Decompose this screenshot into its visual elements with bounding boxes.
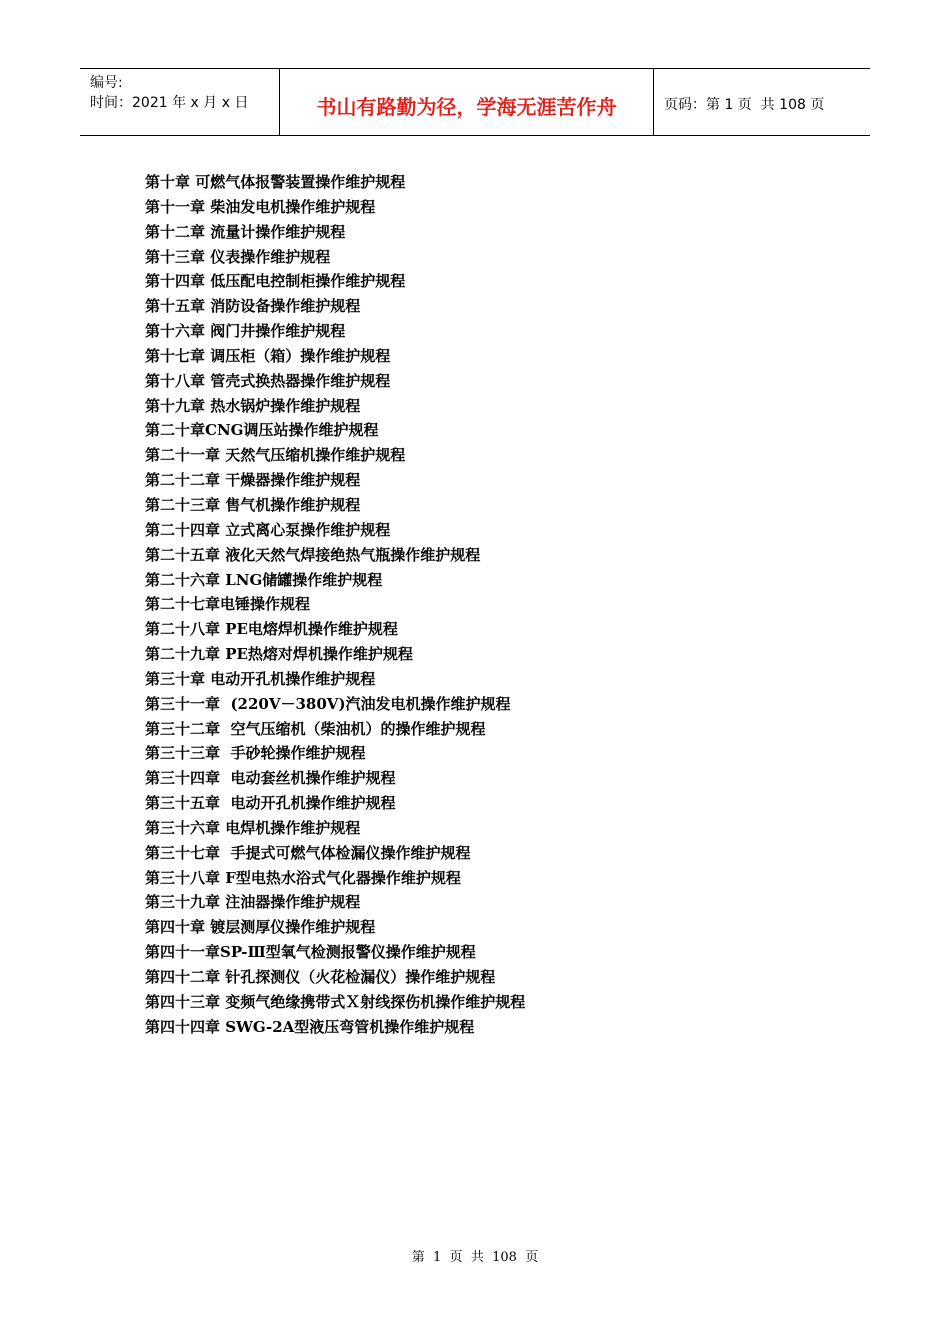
page-header xyxy=(80,68,870,136)
header-page-number: 页码：第 1 页 共 108 页 xyxy=(664,97,825,113)
toc-entry: 第二十九章 PE热熔对焊机操作维护规程 xyxy=(145,645,413,664)
document-date: 时间：2021 年 x 月 x 日 xyxy=(90,95,249,111)
page-footer: 第 1 页 共 108 页 xyxy=(411,1250,539,1265)
toc-entry: 第三十五章 电动开孔机操作维护规程 xyxy=(145,794,396,813)
toc-entry: 第二十三章 售气机操作维护规程 xyxy=(145,495,361,514)
toc-entry: 第二十七章电锤操作规程 xyxy=(145,595,311,614)
toc-entry: 第十一章 柴油发电机操作维护规程 xyxy=(145,197,376,216)
toc-entry: 第三十章 电动开孔机操作维护规程 xyxy=(145,669,376,688)
toc-entry: 第二十二章 干燥器操作维护规程 xyxy=(145,471,361,490)
header-motto: 书山有路勤为径，学海无涯苦作舟 xyxy=(280,69,654,135)
toc-entry: 第四十四章 SWG-2A型液压弯管机操作维护规程 xyxy=(145,1017,475,1036)
toc-entry: 第三十一章 (220V－380V)汽油发电机操作维护规程 xyxy=(145,694,511,713)
header-page-info xyxy=(664,69,870,135)
toc-entry: 第二十章CNG调压站操作维护规程 xyxy=(145,421,379,440)
toc-entry: 第三十三章 手砂轮操作维护规程 xyxy=(145,744,366,763)
table-of-contents xyxy=(145,170,865,1040)
toc-entry: 第二十八章 PE电熔焊机操作维护规程 xyxy=(145,620,398,639)
toc-entry: 第四十二章 针孔探测仪（火花检漏仪）操作维护规程 xyxy=(145,968,496,986)
toc-entry: 第十二章 流量计操作维护规程 xyxy=(145,222,346,241)
toc-entry: 第十四章 低压配电控制柜操作维护规程 xyxy=(145,272,406,291)
toc-entry: 第三十七章 手提式可燃气体检漏仪操作维护规程 xyxy=(145,843,471,862)
toc-entry: 第二十四章 立式离心泵操作维护规程 xyxy=(145,520,391,539)
toc-entry: 第三十四章 电动套丝机操作维护规程 xyxy=(145,769,396,788)
toc-entry: 第三十六章 电焊机操作维护规程 xyxy=(145,818,361,837)
toc-entry: 第三十二章 空气压缩机（柴油机）的操作维护规程 xyxy=(145,719,486,738)
toc-entry: 第十八章 管壳式换热器操作维护规程 xyxy=(145,371,391,390)
toc-entry: 第二十一章 天然气压缩机操作维护规程 xyxy=(145,446,406,465)
toc-entry: 第四十章 镀层测厚仪操作维护规程 xyxy=(145,918,376,937)
header-meta xyxy=(80,69,280,135)
toc-entry: 第十六章 阀门井操作维护规程 xyxy=(145,322,346,341)
toc-entry: 第十七章 调压柜（箱）操作维护规程 xyxy=(145,346,391,365)
toc-entry: 第十五章 消防设备操作维护规程 xyxy=(145,297,361,316)
toc-entry: 第四十一章SP-Ⅲ型氧气检测报警仪操作维护规程 xyxy=(145,943,476,962)
document-number-label: 编号: xyxy=(90,75,123,91)
toc-entry: 第十三章 仪表操作维护规程 xyxy=(145,247,331,266)
toc-entry: 第三十九章 注油器操作维护规程 xyxy=(145,893,361,912)
toc-entry: 第十九章 热水锅炉操作维护规程 xyxy=(145,396,361,415)
toc-entry: 第二十六章 LNG储罐操作维护规程 xyxy=(145,570,383,589)
toc-entry: 第四十三章 变频气绝缘携带式Ｘ射线探伤机操作维护规程 xyxy=(145,992,526,1011)
toc-entry: 第二十五章 液化天然气焊接绝热气瓶操作维护规程 xyxy=(145,545,481,564)
toc-entry: 第十章 可燃气体报警装置操作维护规程 xyxy=(145,173,406,191)
toc-entry: 第三十八章 F型电热水浴式气化器操作维护规程 xyxy=(145,868,461,887)
